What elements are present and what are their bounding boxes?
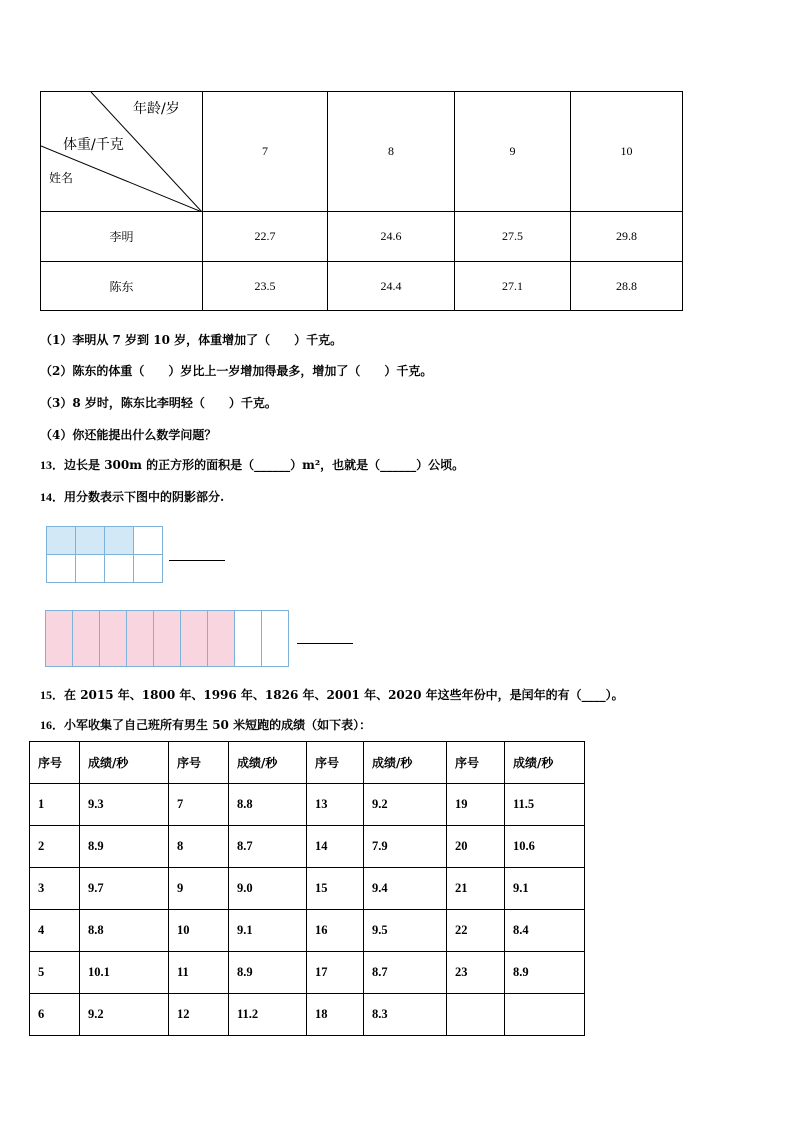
table-cell: 22 — [447, 910, 505, 952]
table-cell: 9 — [169, 868, 229, 910]
age-header: 8 — [328, 92, 455, 212]
question-text: 小军收集了自己班所有男生 50 米短跑的成绩（如下表）： — [64, 718, 372, 732]
answer-blank — [169, 560, 225, 561]
table-cell: 1 — [30, 784, 80, 826]
row-name: 陈东 — [41, 262, 203, 311]
table-row — [30, 826, 585, 868]
table-cell: 6 — [30, 994, 80, 1036]
table-row — [41, 212, 683, 262]
table-cell: 9.0 — [229, 868, 307, 910]
table-header-row — [30, 742, 585, 784]
question-3: （3）8 岁时，陈东比李明轻（ ）千克。 — [40, 396, 277, 410]
table-cell: 18 — [307, 994, 364, 1036]
table-cell: 9.3 — [80, 784, 169, 826]
grid-cell — [134, 555, 163, 583]
table-cell: 8.9 — [229, 952, 307, 994]
column-header: 序号 — [447, 742, 505, 784]
question-15 — [40, 687, 624, 703]
table-cell: 11.5 — [505, 784, 585, 826]
table-row — [30, 994, 585, 1036]
table-cell: 2 — [30, 826, 80, 868]
table-cell: 10.1 — [80, 952, 169, 994]
table-cell: 8.8 — [229, 784, 307, 826]
grid-cell-shaded — [105, 527, 134, 555]
strip-cell-shaded — [73, 611, 100, 667]
strip-cell-shaded — [46, 611, 73, 667]
table-cell: 5 — [30, 952, 80, 994]
weight-cell: 22.7 — [203, 212, 328, 262]
table-cell: 8.7 — [229, 826, 307, 868]
table-cell: 9.1 — [229, 910, 307, 952]
header-age-label: 年龄/岁 — [133, 101, 180, 117]
weight-cell: 29.8 — [571, 212, 683, 262]
question-text: 用分数表示下图中的阴影部分. — [64, 490, 225, 504]
column-header: 序号 — [30, 742, 80, 784]
table-cell: 14 — [307, 826, 364, 868]
weight-table — [40, 91, 683, 311]
question-number: 15． — [40, 688, 65, 702]
table-cell: 11 — [169, 952, 229, 994]
table-cell: 10.6 — [505, 826, 585, 868]
column-header: 成绩/秒 — [364, 742, 447, 784]
grid-cell-shaded — [47, 527, 76, 555]
table-row — [30, 952, 585, 994]
table-cell: 11.2 — [229, 994, 307, 1036]
table-cell: 10 — [169, 910, 229, 952]
table-cell: 8.7 — [364, 952, 447, 994]
table-cell: 13 — [307, 784, 364, 826]
strip-cell-shaded — [208, 611, 235, 667]
question-4: （4）你还能提出什么数学问题？ — [40, 428, 217, 442]
grid-cell — [105, 555, 134, 583]
weight-cell: 24.4 — [328, 262, 455, 311]
table-cell: 9.1 — [505, 868, 585, 910]
weight-cell: 24.6 — [328, 212, 455, 262]
table-cell — [505, 994, 585, 1036]
grid-cell — [76, 555, 105, 583]
table-cell: 9.5 — [364, 910, 447, 952]
answer-blank — [297, 643, 353, 644]
table-cell: 9.2 — [80, 994, 169, 1036]
table-row — [30, 910, 585, 952]
table-cell: 9.2 — [364, 784, 447, 826]
score-table — [29, 741, 585, 1036]
weight-cell: 27.5 — [455, 212, 571, 262]
question-16 — [40, 717, 371, 733]
age-header: 10 — [571, 92, 683, 212]
diagonal-header-cell — [41, 92, 203, 212]
table-cell: 7.9 — [364, 826, 447, 868]
table-row — [30, 784, 585, 826]
header-name-label: 姓名 — [49, 171, 74, 185]
row-name: 李明 — [41, 212, 203, 262]
question-number: 14． — [40, 490, 65, 504]
table-cell: 9.7 — [80, 868, 169, 910]
age-header: 9 — [455, 92, 571, 212]
strip-cell-shaded — [127, 611, 154, 667]
table-cell: 8.3 — [364, 994, 447, 1036]
table-cell: 17 — [307, 952, 364, 994]
question-1: （1）李明从 7 岁到 10 岁，体重增加了（ ）千克。 — [40, 333, 343, 347]
fraction-grid-blue — [46, 526, 163, 583]
weight-cell: 23.5 — [203, 262, 328, 311]
column-header: 成绩/秒 — [505, 742, 585, 784]
table-cell: 8 — [169, 826, 229, 868]
question-text: 边长是 300m 的正方形的面积是（______）m²，也就是（______）公顷。 — [64, 458, 465, 472]
table-cell: 7 — [169, 784, 229, 826]
table-cell: 9.4 — [364, 868, 447, 910]
weight-cell: 27.1 — [455, 262, 571, 311]
fraction-strip-pink — [45, 610, 289, 667]
header-weight-label: 体重/千克 — [63, 137, 124, 153]
question-13 — [40, 457, 464, 473]
column-header: 序号 — [307, 742, 364, 784]
strip-cell-shaded — [154, 611, 181, 667]
table-cell: 16 — [307, 910, 364, 952]
table-cell: 8.9 — [80, 826, 169, 868]
column-header: 成绩/秒 — [80, 742, 169, 784]
question-number: 13． — [40, 458, 65, 472]
table-cell: 3 — [30, 868, 80, 910]
table-cell: 8.4 — [505, 910, 585, 952]
column-header: 成绩/秒 — [229, 742, 307, 784]
question-2: （2）陈东的体重（ ）岁比上一岁增加得最多，增加了（ ）千克。 — [40, 364, 433, 378]
table-row — [41, 262, 683, 311]
grid-cell-shaded — [76, 527, 105, 555]
weight-cell: 28.8 — [571, 262, 683, 311]
strip-cell — [235, 611, 262, 667]
question-number: 16． — [40, 718, 65, 732]
table-cell: 15 — [307, 868, 364, 910]
table-cell — [447, 994, 505, 1036]
table-row — [30, 868, 585, 910]
table-cell: 8.8 — [80, 910, 169, 952]
table-cell: 4 — [30, 910, 80, 952]
age-header: 7 — [203, 92, 328, 212]
grid-cell — [47, 555, 76, 583]
table-cell: 19 — [447, 784, 505, 826]
table-cell: 20 — [447, 826, 505, 868]
grid-cell — [134, 527, 163, 555]
question-14 — [40, 489, 224, 505]
table-cell: 8.9 — [505, 952, 585, 994]
table-cell: 21 — [447, 868, 505, 910]
column-header: 序号 — [169, 742, 229, 784]
strip-cell-shaded — [100, 611, 127, 667]
table-cell: 23 — [447, 952, 505, 994]
strip-cell — [262, 611, 289, 667]
question-text: 在 2015 年、1800 年、1996 年、1826 年、2001 年、2020 年这些年份中，是闰年的有（____）。 — [64, 688, 624, 702]
strip-cell-shaded — [181, 611, 208, 667]
table-cell: 12 — [169, 994, 229, 1036]
